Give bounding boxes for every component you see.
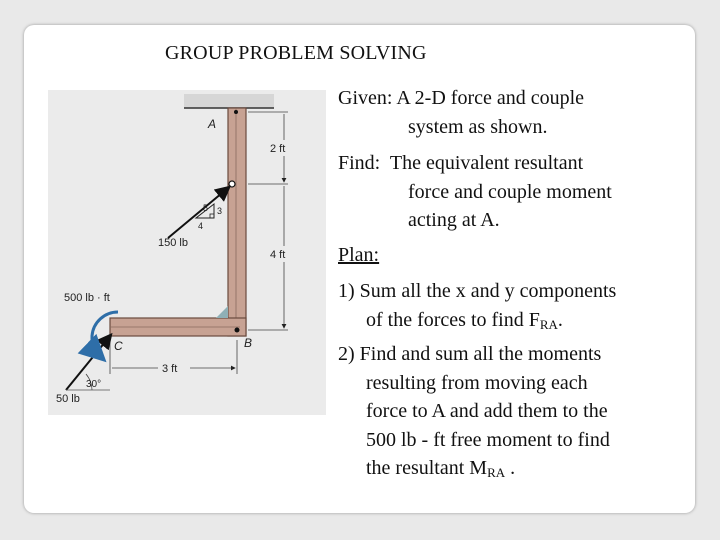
- tri-3: 3: [217, 206, 223, 216]
- label-couple: 500 lb · ft: [64, 292, 110, 304]
- dim-3ft: 3 ft: [162, 363, 178, 375]
- given-text-1: A 2-D force and couple: [396, 87, 585, 109]
- step2-line-1: 2) Find and sum all the moments: [338, 343, 602, 365]
- given-line-2: system as shown.: [408, 115, 548, 138]
- label-b: B: [244, 336, 253, 350]
- plan-line: [338, 241, 683, 270]
- step2-line-4: 500 lb - ft free moment to find: [366, 428, 610, 451]
- tri-4: 4: [198, 221, 204, 231]
- slide-title: GROUP PROBLEM SOLVING: [165, 42, 427, 64]
- plan-label: Plan:: [338, 243, 380, 266]
- label-50lb: 50 lb: [56, 393, 80, 405]
- step1-subscript: RA: [539, 316, 558, 332]
- given-label: Given:: [338, 87, 393, 109]
- step1-end: .: [557, 308, 563, 331]
- ceiling-support: [184, 94, 274, 108]
- label-150lb: 150 lb: [158, 237, 188, 249]
- step2-end: .: [505, 457, 516, 479]
- vertical-member: [228, 108, 246, 336]
- step1-text-2: of the forces to find F: [366, 308, 540, 331]
- problem-text: [338, 84, 683, 483]
- label-c: C: [114, 339, 123, 353]
- step2-line-2: resulting from moving each: [366, 371, 588, 394]
- find-line-2: force and couple moment: [408, 180, 612, 203]
- find-line-3: acting at A.: [408, 209, 500, 231]
- step1-line-2: [338, 306, 683, 335]
- find-text-1: The equivalent resultant: [389, 152, 584, 174]
- load-point-pin: [229, 181, 235, 187]
- force-diagram: [48, 90, 326, 415]
- given-line-1: [338, 84, 683, 113]
- label-30deg: 30°: [86, 379, 102, 390]
- find-label: Find:: [338, 152, 381, 174]
- step2-line-5: [338, 454, 683, 483]
- label-a: A: [208, 117, 217, 131]
- tri-5: 5: [203, 203, 209, 213]
- find-line-1: [338, 149, 683, 178]
- point-a-pin: [234, 110, 238, 114]
- step2-text-5: the resultant M: [366, 457, 488, 479]
- point-b-pin: [235, 328, 240, 333]
- step2-line-3: force to A and add them to the: [366, 400, 608, 422]
- dim-4ft: 4 ft: [270, 249, 286, 261]
- step2-subscript: RA: [487, 465, 506, 480]
- step1-line-1: 1) Sum all the x and y components: [338, 280, 617, 302]
- dim-2ft: 2 ft: [270, 143, 286, 155]
